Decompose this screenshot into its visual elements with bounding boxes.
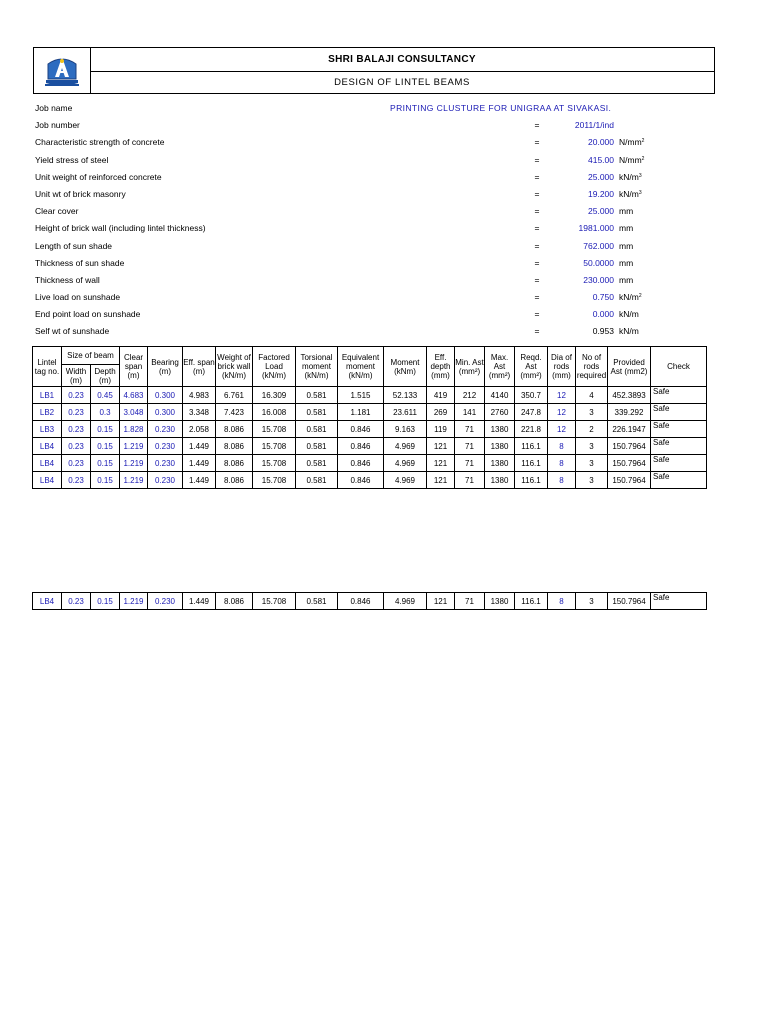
- param-unit: [619, 306, 639, 323]
- cell-depth: 0.3: [91, 404, 120, 421]
- cell-check: Safe: [651, 421, 707, 438]
- param-unit: [619, 238, 633, 255]
- cell-eff-span: 1.449: [183, 472, 216, 489]
- cell-dia: 12: [548, 387, 576, 404]
- cell-max-ast: 4140: [485, 387, 515, 404]
- param-unit: [619, 169, 642, 186]
- param-row: [35, 272, 715, 289]
- cell-dia: 8: [548, 472, 576, 489]
- param-value: 415.00: [588, 154, 614, 165]
- param-value: 50.0000: [583, 257, 614, 268]
- lintel-extra-row-table: [32, 592, 707, 610]
- cell-eff-depth: 121: [427, 455, 455, 472]
- param-row: [35, 323, 715, 340]
- job-name-value: PRINTING CLUSTURE FOR UNIGRAA AT SIVAKASI.: [390, 103, 612, 113]
- param-label: Live load on sunshade: [35, 292, 121, 303]
- lintel-design-table: [32, 346, 707, 489]
- cell-eff-span: 1.449: [183, 455, 216, 472]
- col-header-dia: Dia of rods (mm): [548, 347, 576, 387]
- equals-sign: =: [534, 240, 540, 251]
- col-header-width: Width (m): [62, 365, 91, 387]
- col-header-eff-depth: Eff. depth (mm): [427, 347, 455, 387]
- table-row: [33, 455, 707, 472]
- cell-check: Safe: [651, 472, 707, 489]
- cell-wt-brick: 6.761: [216, 387, 253, 404]
- equals-sign: =: [534, 274, 540, 285]
- col-header-wt-brick: Weight of brick wall (kN/m): [216, 347, 253, 387]
- cell-wt-brick: 8.086: [216, 472, 253, 489]
- col-header-depth: Depth (m): [91, 365, 120, 387]
- param-unit: [619, 152, 644, 169]
- cell-width: 0.23: [62, 387, 91, 404]
- cell-tag: LB2: [33, 404, 62, 421]
- cell-bearing: 0.230: [148, 472, 183, 489]
- equals-sign: =: [534, 257, 540, 268]
- balaji-logo-icon: [42, 52, 82, 90]
- cell-torsional: 0.581: [296, 455, 338, 472]
- company-name: SHRI BALAJI CONSULTANCY: [90, 48, 714, 72]
- cell-reqd-ast: 350.7: [515, 387, 548, 404]
- cell-wt-brick: 8.086: [216, 455, 253, 472]
- col-header-max-ast: Max. Ast (mm²): [485, 347, 515, 387]
- cell-tag: LB4: [33, 472, 62, 489]
- cell-eff-span: 4.983: [183, 387, 216, 404]
- param-row: [35, 289, 715, 306]
- cell-torsional: 0.581: [296, 593, 338, 610]
- equals-sign: =: [534, 223, 540, 234]
- cell-dia: 12: [548, 404, 576, 421]
- param-row: [35, 306, 715, 323]
- equals-sign: =: [534, 326, 540, 337]
- param-label: Unit weight of reinforced concrete: [35, 171, 162, 182]
- param-value: 0.953: [592, 326, 614, 337]
- cell-provided: 339.292: [608, 404, 651, 421]
- cell-reqd-ast: 221.8: [515, 421, 548, 438]
- cell-clear-span: 1.828: [120, 421, 148, 438]
- cell-moment: 4.969: [384, 455, 427, 472]
- param-unit: [619, 134, 644, 151]
- cell-eff-depth: 269: [427, 404, 455, 421]
- cell-eff-depth: 419: [427, 387, 455, 404]
- cell-provided: 150.7964: [608, 438, 651, 455]
- cell-bearing: 0.230: [148, 593, 183, 610]
- cell-bearing: 0.300: [148, 387, 183, 404]
- cell-bearing: 0.300: [148, 404, 183, 421]
- cell-depth: 0.15: [91, 472, 120, 489]
- cell-reqd-ast: 116.1: [515, 472, 548, 489]
- table-row: [33, 593, 707, 610]
- cell-check: Safe: [651, 438, 707, 455]
- param-unit: [619, 272, 633, 289]
- unit-exponent: 2: [638, 293, 642, 300]
- cell-torsional: 0.581: [296, 438, 338, 455]
- cell-tag: LB4: [33, 455, 62, 472]
- cell-tag: LB3: [33, 421, 62, 438]
- col-header-torsional: Torsional moment (kN/m): [296, 347, 338, 387]
- param-row: [35, 186, 715, 203]
- cell-min-ast: 71: [455, 455, 485, 472]
- cell-eff-depth: 119: [427, 421, 455, 438]
- unit-exponent: 2: [641, 138, 645, 145]
- cell-depth: 0.45: [91, 387, 120, 404]
- col-header-factored: Factored Load (kN/m): [253, 347, 296, 387]
- cell-check: Safe: [651, 593, 707, 610]
- param-row: [35, 220, 715, 237]
- col-header-clear-span: Clear span (m): [120, 347, 148, 387]
- unit-text: kN/m: [619, 326, 639, 337]
- param-row: [35, 238, 715, 255]
- cell-max-ast: 1380: [485, 455, 515, 472]
- unit-text: mm: [619, 274, 634, 285]
- cell-bearing: 0.230: [148, 455, 183, 472]
- param-value: 0.000: [592, 309, 614, 320]
- cell-no-rods: 3: [576, 404, 608, 421]
- parameter-list: [35, 100, 715, 341]
- cell-width: 0.23: [62, 593, 91, 610]
- param-value: 25.000: [588, 171, 614, 182]
- table-row: [33, 438, 707, 455]
- param-label: Self wt of sunshade: [35, 326, 110, 337]
- cell-factored: 15.708: [253, 421, 296, 438]
- cell-check: Safe: [651, 387, 707, 404]
- equals-sign: =: [534, 292, 540, 303]
- param-value: 25.000: [588, 206, 614, 217]
- unit-text: kN/m: [619, 171, 639, 182]
- cell-torsional: 0.581: [296, 472, 338, 489]
- cell-equivalent: 0.846: [338, 472, 384, 489]
- cell-reqd-ast: 116.1: [515, 593, 548, 610]
- cell-no-rods: 4: [576, 387, 608, 404]
- param-row: [35, 134, 715, 151]
- cell-depth: 0.15: [91, 455, 120, 472]
- logo-cell: [34, 48, 91, 93]
- cell-eff-depth: 121: [427, 472, 455, 489]
- cell-factored: 15.708: [253, 472, 296, 489]
- cell-tag: LB4: [33, 593, 62, 610]
- param-label: Yield stress of steel: [35, 154, 109, 165]
- cell-check: Safe: [651, 455, 707, 472]
- cell-moment: 9.163: [384, 421, 427, 438]
- table-row: [33, 472, 707, 489]
- cell-tag: LB1: [33, 387, 62, 404]
- col-header-eff-span: Eff. span (m): [183, 347, 216, 387]
- cell-dia: 12: [548, 421, 576, 438]
- cell-eff-depth: 121: [427, 593, 455, 610]
- cell-no-rods: 3: [576, 472, 608, 489]
- param-label: Clear cover: [35, 206, 79, 217]
- param-row: [35, 169, 715, 186]
- cell-width: 0.23: [62, 404, 91, 421]
- cell-provided: 150.7964: [608, 455, 651, 472]
- cell-provided: 150.7964: [608, 472, 651, 489]
- unit-text: kN/m: [619, 309, 639, 320]
- cell-reqd-ast: 116.1: [515, 438, 548, 455]
- cell-clear-span: 1.219: [120, 593, 148, 610]
- unit-exponent: 3: [638, 172, 642, 179]
- param-label: Length of sun shade: [35, 240, 113, 251]
- cell-wt-brick: 8.086: [216, 593, 253, 610]
- unit-text: kN/m: [619, 292, 639, 303]
- cell-provided: 150.7964: [608, 593, 651, 610]
- cell-eff-span: 1.449: [183, 593, 216, 610]
- cell-min-ast: 71: [455, 421, 485, 438]
- table-row: [33, 387, 707, 404]
- equals-sign: =: [534, 206, 540, 217]
- cell-min-ast: 141: [455, 404, 485, 421]
- col-header-tag: Lintel tag no.: [33, 347, 62, 387]
- cell-no-rods: 3: [576, 593, 608, 610]
- cell-min-ast: 71: [455, 472, 485, 489]
- unit-exponent: 3: [638, 189, 642, 196]
- col-header-bearing: Bearing (m): [148, 347, 183, 387]
- document-title: DESIGN OF LINTEL BEAMS: [334, 76, 470, 88]
- cell-dia: 8: [548, 593, 576, 610]
- col-header-moment: Moment (kNm): [384, 347, 427, 387]
- param-label: Thickness of wall: [35, 274, 100, 285]
- param-row: [35, 100, 715, 117]
- cell-clear-span: 1.219: [120, 472, 148, 489]
- cell-equivalent: 0.846: [338, 593, 384, 610]
- cell-torsional: 0.581: [296, 404, 338, 421]
- param-row: [35, 255, 715, 272]
- cell-factored: 16.008: [253, 404, 296, 421]
- cell-wt-brick: 8.086: [216, 438, 253, 455]
- param-unit: [619, 255, 633, 272]
- cell-moment: 52.133: [384, 387, 427, 404]
- param-value: 2011/1/ind: [574, 120, 614, 131]
- param-value: 1981.000: [578, 223, 614, 234]
- cell-equivalent: 0.846: [338, 455, 384, 472]
- col-header-equivalent: Equivalent moment (kN/m): [338, 347, 384, 387]
- cell-min-ast: 212: [455, 387, 485, 404]
- param-row: [35, 117, 715, 134]
- cell-equivalent: 0.846: [338, 421, 384, 438]
- col-header-no-rods: No of rods required: [576, 347, 608, 387]
- col-header-min-ast: Min. Ast (mm²): [455, 347, 485, 387]
- col-header-size: Size of beam: [62, 347, 120, 365]
- cell-moment: 4.969: [384, 438, 427, 455]
- equals-sign: =: [534, 137, 540, 148]
- cell-depth: 0.15: [91, 593, 120, 610]
- param-unit: [619, 203, 633, 220]
- param-unit: [619, 289, 642, 306]
- cell-moment: 4.969: [384, 593, 427, 610]
- param-value: 19.200: [588, 188, 614, 199]
- cell-clear-span: 1.219: [120, 438, 148, 455]
- cell-factored: 15.708: [253, 455, 296, 472]
- cell-depth: 0.15: [91, 421, 120, 438]
- unit-text: mm: [619, 257, 634, 268]
- cell-factored: 15.708: [253, 438, 296, 455]
- param-unit: [619, 323, 639, 340]
- param-label: Height of brick wall (including lintel thickness): [35, 223, 206, 234]
- cell-check: Safe: [651, 404, 707, 421]
- param-label: End point load on sunshade: [35, 309, 141, 320]
- cell-tag: LB4: [33, 438, 62, 455]
- param-label: Unit wt of brick masonry: [35, 188, 126, 199]
- unit-text: N/mm: [619, 137, 642, 148]
- cell-max-ast: 2760: [485, 404, 515, 421]
- param-row: [35, 203, 715, 220]
- cell-dia: 8: [548, 438, 576, 455]
- cell-wt-brick: 7.423: [216, 404, 253, 421]
- param-value: 20.000: [588, 137, 614, 148]
- unit-text: mm: [619, 206, 634, 217]
- cell-reqd-ast: 116.1: [515, 455, 548, 472]
- cell-moment: 4.969: [384, 472, 427, 489]
- cell-dia: 8: [548, 455, 576, 472]
- cell-eff-span: 1.449: [183, 438, 216, 455]
- param-label: Job number: [35, 120, 80, 131]
- equals-sign: =: [534, 309, 540, 320]
- cell-min-ast: 71: [455, 438, 485, 455]
- param-unit: [619, 220, 633, 237]
- equals-sign: =: [534, 171, 540, 182]
- param-label: Job name: [35, 103, 73, 113]
- table-row: [33, 421, 707, 438]
- param-value: 0.750: [592, 292, 614, 303]
- cell-width: 0.23: [62, 472, 91, 489]
- cell-max-ast: 1380: [485, 438, 515, 455]
- cell-equivalent: 1.515: [338, 387, 384, 404]
- col-header-provided: Provided Ast (mm2): [608, 347, 651, 387]
- cell-provided: 226.1947: [608, 421, 651, 438]
- cell-bearing: 0.230: [148, 421, 183, 438]
- param-label: Thickness of sun shade: [35, 257, 125, 268]
- cell-width: 0.23: [62, 455, 91, 472]
- equals-sign: =: [534, 120, 540, 131]
- param-unit: [619, 186, 642, 203]
- cell-clear-span: 1.219: [120, 455, 148, 472]
- col-header-reqd-ast: Reqd. Ast (mm²): [515, 347, 548, 387]
- cell-equivalent: 1.181: [338, 404, 384, 421]
- document-header: [33, 47, 715, 94]
- cell-factored: 16.309: [253, 387, 296, 404]
- cell-max-ast: 1380: [485, 472, 515, 489]
- param-row: [35, 152, 715, 169]
- param-value: 230.000: [583, 274, 614, 285]
- cell-torsional: 0.581: [296, 387, 338, 404]
- cell-eff-depth: 121: [427, 438, 455, 455]
- cell-torsional: 0.581: [296, 421, 338, 438]
- cell-wt-brick: 8.086: [216, 421, 253, 438]
- equals-sign: =: [534, 188, 540, 199]
- cell-equivalent: 0.846: [338, 438, 384, 455]
- unit-text: mm: [619, 240, 634, 251]
- table-row: [33, 404, 707, 421]
- cell-bearing: 0.230: [148, 438, 183, 455]
- unit-exponent: 2: [641, 155, 645, 162]
- cell-min-ast: 71: [455, 593, 485, 610]
- cell-clear-span: 3.048: [120, 404, 148, 421]
- cell-eff-span: 2.058: [183, 421, 216, 438]
- cell-factored: 15.708: [253, 593, 296, 610]
- unit-text: kN/m: [619, 188, 639, 199]
- cell-clear-span: 4.683: [120, 387, 148, 404]
- unit-text: N/mm: [619, 154, 642, 165]
- cell-max-ast: 1380: [485, 593, 515, 610]
- cell-width: 0.23: [62, 438, 91, 455]
- cell-reqd-ast: 247.8: [515, 404, 548, 421]
- cell-no-rods: 3: [576, 455, 608, 472]
- param-value: 762.000: [583, 240, 614, 251]
- cell-provided: 452.3893: [608, 387, 651, 404]
- equals-sign: =: [534, 154, 540, 165]
- param-label: Characteristic strength of concrete: [35, 137, 165, 148]
- cell-max-ast: 1380: [485, 421, 515, 438]
- unit-text: mm: [619, 223, 634, 234]
- col-header-check: Check: [651, 347, 707, 387]
- cell-no-rods: 3: [576, 438, 608, 455]
- cell-depth: 0.15: [91, 438, 120, 455]
- cell-moment: 23.611: [384, 404, 427, 421]
- cell-eff-span: 3.348: [183, 404, 216, 421]
- cell-no-rods: 2: [576, 421, 608, 438]
- cell-width: 0.23: [62, 421, 91, 438]
